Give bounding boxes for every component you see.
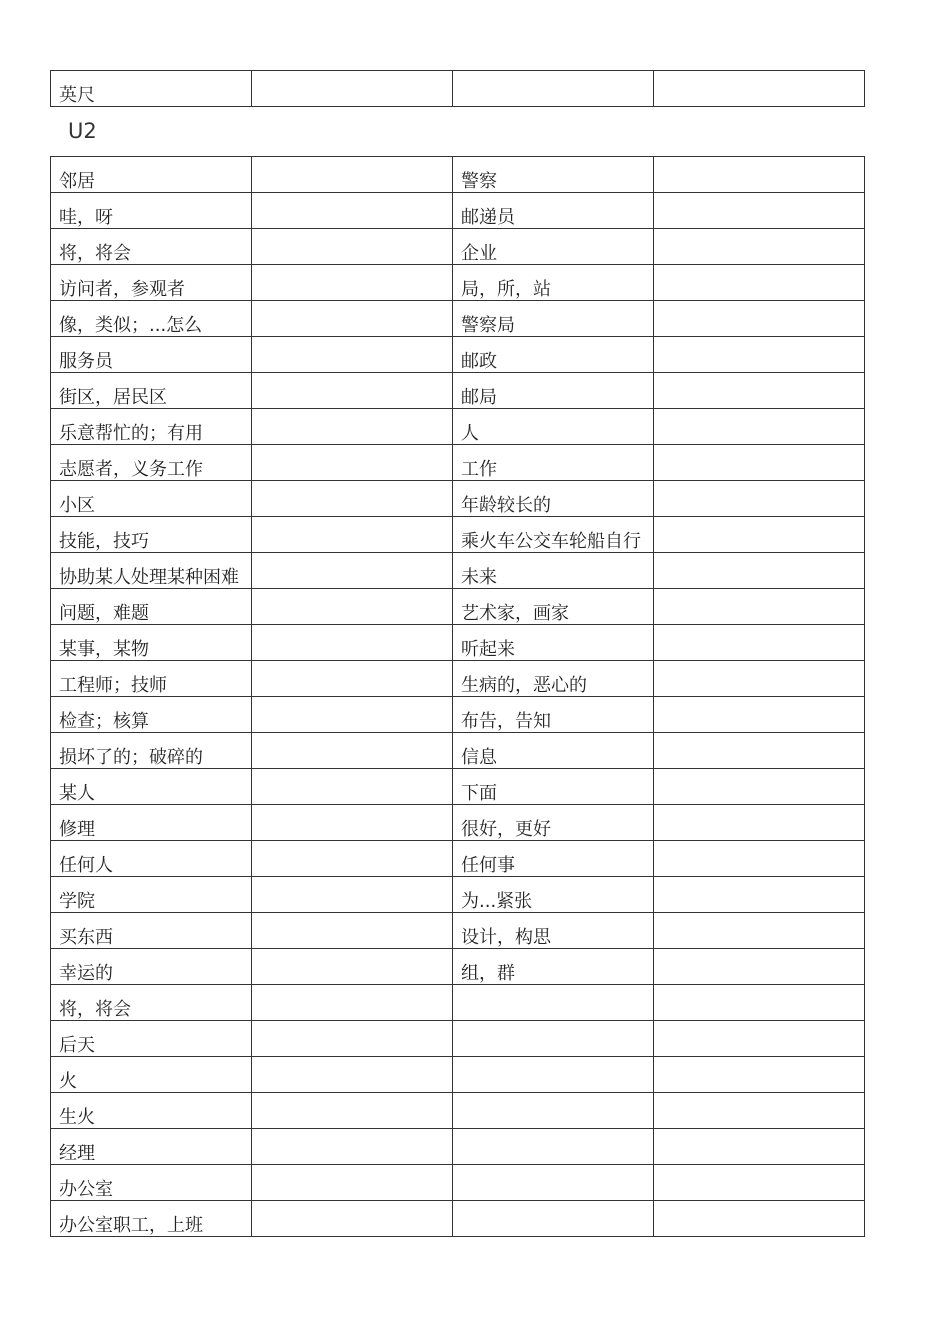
table-row	[51, 1093, 865, 1129]
answer-cell	[654, 589, 865, 625]
vocab-table-main	[50, 156, 865, 1237]
term-cell: 年龄较长的	[453, 481, 654, 517]
answer-cell	[654, 229, 865, 265]
term-cell: 哇，呀	[51, 193, 252, 229]
answer-cell	[654, 733, 865, 769]
term-cell: 检查；核算	[51, 697, 252, 733]
term-cell: 幸运的	[51, 949, 252, 985]
term-cell: 买东西	[51, 913, 252, 949]
term-cell: 办公室	[51, 1165, 252, 1201]
answer-cell	[654, 157, 865, 193]
term-cell	[453, 1129, 654, 1165]
term-cell: 企业	[453, 229, 654, 265]
term-cell: 邮局	[453, 373, 654, 409]
answer-cell	[252, 625, 453, 661]
term-cell: 某人	[51, 769, 252, 805]
answer-cell	[654, 769, 865, 805]
term-cell: 设计，构思	[453, 913, 654, 949]
term-cell: 将，将会	[51, 985, 252, 1021]
table-row	[51, 157, 865, 193]
term-cell: 将，将会	[51, 229, 252, 265]
term-cell: 任何事	[453, 841, 654, 877]
term-cell: 听起来	[453, 625, 654, 661]
answer-cell	[654, 985, 865, 1021]
answer-cell	[654, 697, 865, 733]
answer-cell	[252, 265, 453, 301]
term-cell: 像，类似；...怎么	[51, 301, 252, 337]
table-row	[51, 1021, 865, 1057]
answer-cell	[252, 517, 453, 553]
answer-cell	[654, 481, 865, 517]
term-cell: 服务员	[51, 337, 252, 373]
term-cell	[453, 1093, 654, 1129]
answer-cell	[252, 553, 453, 589]
term-cell: 后天	[51, 1021, 252, 1057]
term-cell	[453, 985, 654, 1021]
term-cell	[453, 1057, 654, 1093]
answer-cell	[654, 841, 865, 877]
term-cell: 为...紧张	[453, 877, 654, 913]
term-cell: 组，群	[453, 949, 654, 985]
answer-cell	[252, 1201, 453, 1237]
term-cell: 警察	[453, 157, 654, 193]
answer-cell	[654, 373, 865, 409]
table-row	[51, 1129, 865, 1165]
answer-cell	[654, 877, 865, 913]
table-row	[51, 913, 865, 949]
table-row	[51, 733, 865, 769]
table-row	[51, 71, 865, 107]
term-cell: 志愿者，义务工作	[51, 445, 252, 481]
term-cell: 学院	[51, 877, 252, 913]
answer-cell	[252, 589, 453, 625]
answer-cell	[654, 337, 865, 373]
table-row	[51, 805, 865, 841]
term-cell: 艺术家，画家	[453, 589, 654, 625]
term-cell: 下面	[453, 769, 654, 805]
answer-cell	[654, 517, 865, 553]
table-row	[51, 625, 865, 661]
term-cell	[453, 71, 654, 107]
answer-cell	[252, 1165, 453, 1201]
table-row	[51, 841, 865, 877]
table-row	[51, 265, 865, 301]
table-row	[51, 1057, 865, 1093]
answer-cell	[252, 71, 453, 107]
answer-cell	[252, 1057, 453, 1093]
answer-cell	[654, 409, 865, 445]
table-row	[51, 301, 865, 337]
answer-cell	[252, 445, 453, 481]
table-row	[51, 949, 865, 985]
answer-cell	[252, 337, 453, 373]
answer-cell	[654, 913, 865, 949]
term-cell: 邻居	[51, 157, 252, 193]
term-cell: 生火	[51, 1093, 252, 1129]
term-cell: 未来	[453, 553, 654, 589]
table-row	[51, 877, 865, 913]
table-row	[51, 661, 865, 697]
answer-cell	[654, 553, 865, 589]
term-cell: 修理	[51, 805, 252, 841]
term-cell: 小区	[51, 481, 252, 517]
table-row	[51, 1201, 865, 1237]
answer-cell	[252, 1021, 453, 1057]
answer-cell	[654, 265, 865, 301]
table-row	[51, 985, 865, 1021]
term-cell: 邮递员	[453, 193, 654, 229]
answer-cell	[252, 301, 453, 337]
answer-cell	[252, 769, 453, 805]
term-cell: 办公室职工，上班	[51, 1201, 252, 1237]
table-row	[51, 337, 865, 373]
term-cell: 邮政	[453, 337, 654, 373]
answer-cell	[654, 193, 865, 229]
term-cell: 乘火车公交车轮船自行	[453, 517, 654, 553]
answer-cell	[252, 409, 453, 445]
answer-cell	[654, 949, 865, 985]
table-row	[51, 373, 865, 409]
answer-cell	[252, 985, 453, 1021]
term-cell: 问题，难题	[51, 589, 252, 625]
answer-cell	[654, 1021, 865, 1057]
table-row	[51, 553, 865, 589]
table-row	[51, 193, 865, 229]
answer-cell	[654, 301, 865, 337]
answer-cell	[654, 1129, 865, 1165]
term-cell: 经理	[51, 1129, 252, 1165]
term-cell: 布告，告知	[453, 697, 654, 733]
term-cell: 工程师；技师	[51, 661, 252, 697]
table-row	[51, 1165, 865, 1201]
answer-cell	[654, 1057, 865, 1093]
term-cell: 街区，居民区	[51, 373, 252, 409]
answer-cell	[252, 949, 453, 985]
table-row	[51, 481, 865, 517]
vocab-table-top	[50, 70, 865, 107]
answer-cell	[252, 481, 453, 517]
term-cell: 英尺	[51, 71, 252, 107]
table-row	[51, 589, 865, 625]
answer-cell	[654, 625, 865, 661]
answer-cell	[252, 1129, 453, 1165]
answer-cell	[252, 661, 453, 697]
term-cell: 信息	[453, 733, 654, 769]
term-cell	[453, 1165, 654, 1201]
table-row	[51, 769, 865, 805]
term-cell	[453, 1201, 654, 1237]
answer-cell	[654, 1093, 865, 1129]
table-row	[51, 517, 865, 553]
term-cell: 很好，更好	[453, 805, 654, 841]
answer-cell	[252, 877, 453, 913]
term-cell: 乐意帮忙的；有用	[51, 409, 252, 445]
answer-cell	[252, 229, 453, 265]
answer-cell	[654, 805, 865, 841]
answer-cell	[252, 373, 453, 409]
table-row	[51, 697, 865, 733]
answer-cell	[252, 157, 453, 193]
answer-cell	[252, 805, 453, 841]
term-cell: 任何人	[51, 841, 252, 877]
table-row	[51, 445, 865, 481]
term-cell: 工作	[453, 445, 654, 481]
answer-cell	[252, 697, 453, 733]
answer-cell	[654, 1201, 865, 1237]
term-cell: 某事，某物	[51, 625, 252, 661]
term-cell: 火	[51, 1057, 252, 1093]
term-cell: 生病的，恶心的	[453, 661, 654, 697]
table-row	[51, 229, 865, 265]
term-cell	[453, 1021, 654, 1057]
term-cell: 损坏了的；破碎的	[51, 733, 252, 769]
answer-cell	[252, 733, 453, 769]
answer-cell	[654, 445, 865, 481]
term-cell: 技能，技巧	[51, 517, 252, 553]
table-row	[51, 409, 865, 445]
answer-cell	[252, 1093, 453, 1129]
answer-cell	[252, 193, 453, 229]
unit-heading: U2	[68, 119, 97, 143]
term-cell: 警察局	[453, 301, 654, 337]
answer-cell	[252, 913, 453, 949]
term-cell: 人	[453, 409, 654, 445]
answer-cell	[654, 71, 865, 107]
answer-cell	[654, 1165, 865, 1201]
term-cell: 协助某人处理某种困难	[51, 553, 252, 589]
term-cell: 局，所，站	[453, 265, 654, 301]
term-cell: 访问者，参观者	[51, 265, 252, 301]
answer-cell	[654, 661, 865, 697]
answer-cell	[252, 841, 453, 877]
